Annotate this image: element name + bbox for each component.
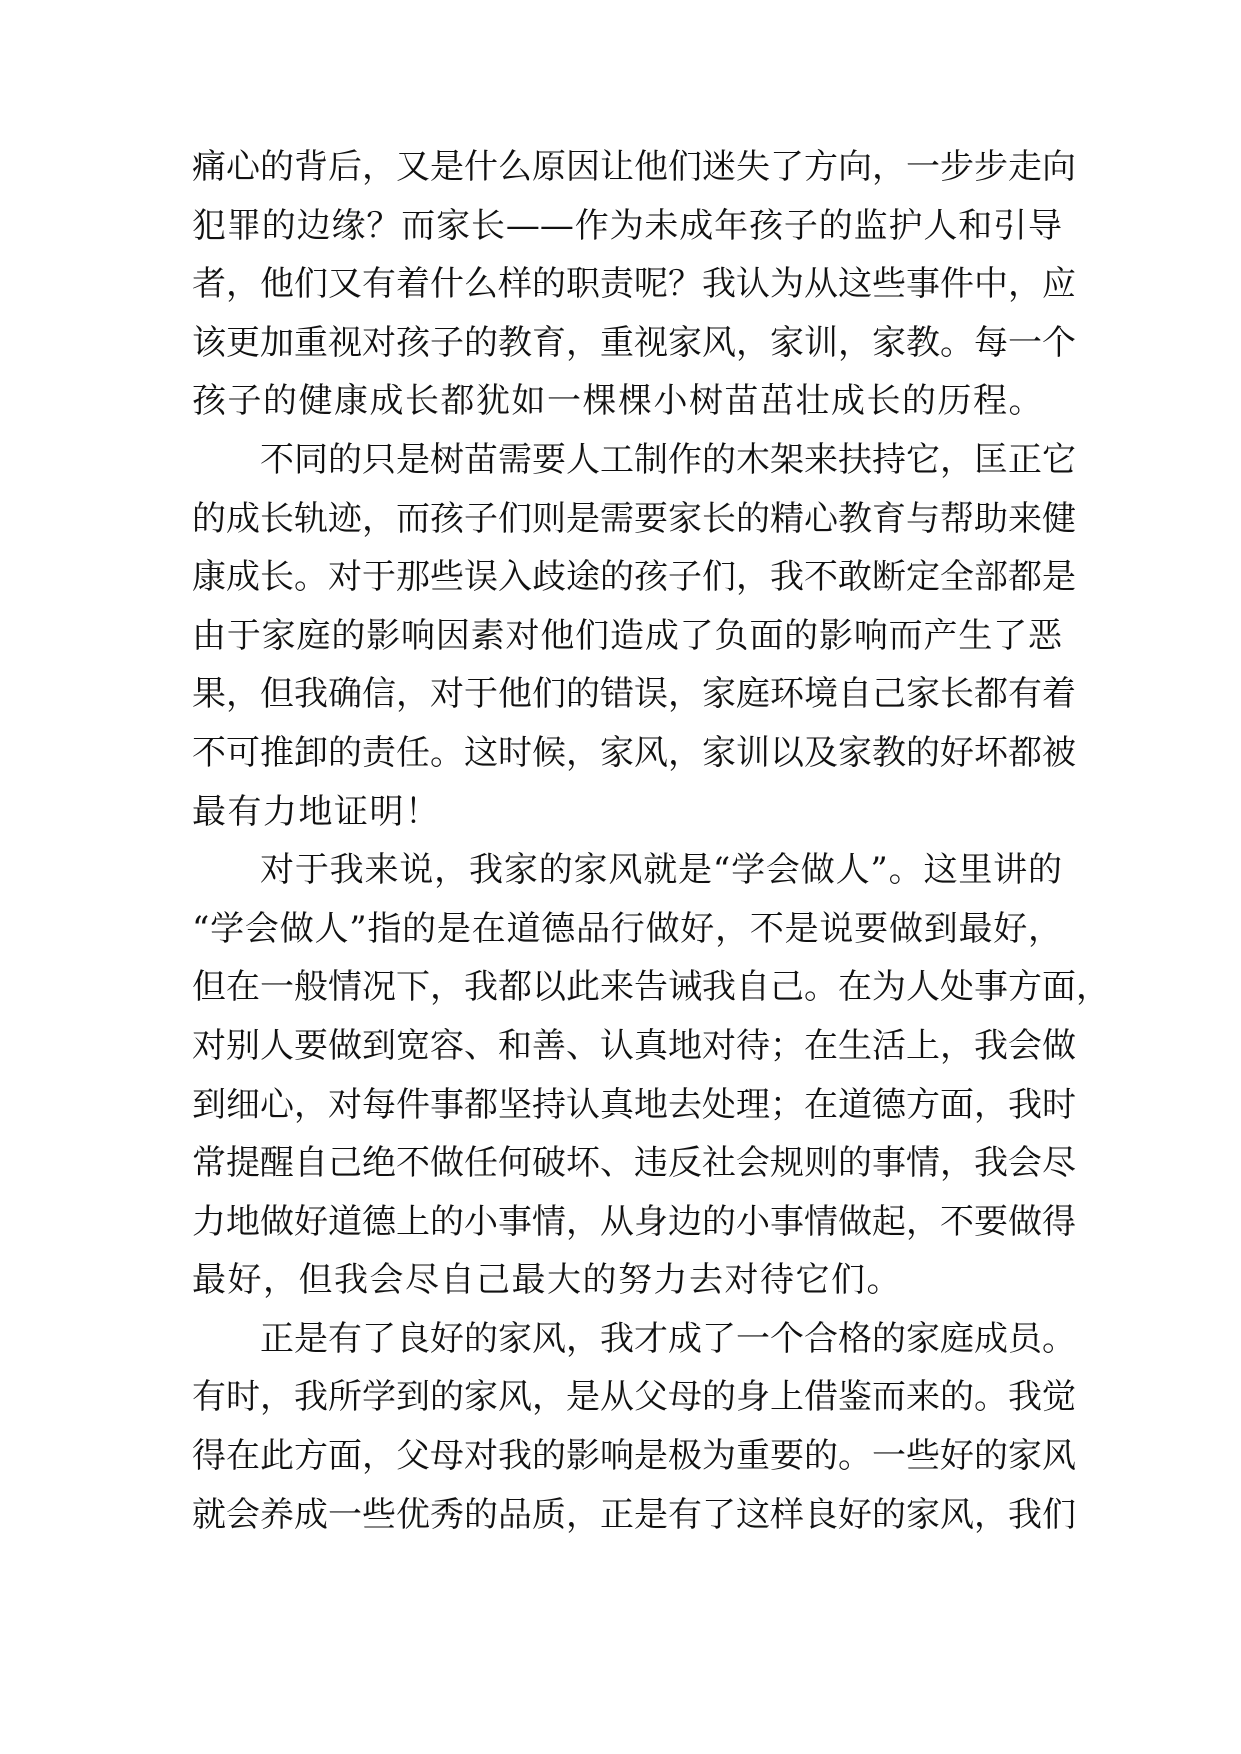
text-line: 就会养成一些优秀的品质，正是有了这样良好的家风，我们 [192,1494,1076,1535]
text-line: 最有力地证明！ [192,791,441,832]
text-line: 但在一般情况下，我都以此来告诫我自己。在为人处事方面， [192,967,1110,1008]
text-line: 孩子的健康成长都犹如一棵棵小树苗茁壮成长的历程。 [192,381,1044,422]
text-line: 到细心，对每件事都坚持认真地去处理；在道德方面，我时 [192,1084,1076,1125]
text-line: 者，他们又有着什么样的职责呢？我认为从这些事件中，应 [192,264,1076,305]
text-line: 的成长轨迹，而孩子们则是需要家长的精心教育与帮助来健 [192,498,1076,539]
text-line: “学会做人”指的是在道德品行做好，不是说要做到最好， [192,908,1062,949]
paragraph-first-line: 对于我来说，我家的家风就是“学会做人”。这里讲的 [260,850,1062,891]
text-line: 康成长。对于那些误入歧途的孩子们，我不敢断定全部都是 [192,557,1076,598]
paragraph-first-line: 不同的只是树苗需要人工制作的木架来扶持它，匡正它 [260,439,1076,480]
text-line: 痛心的背后，又是什么原因让他们迷失了方向，一步步走向 [192,147,1076,187]
text-line: 犯罪的边缘？而家长——作为未成年孩子的监护人和引导 [192,205,1062,246]
text-line: 有时，我所学到的家风，是从父母的身上借鉴而来的。我觉 [192,1377,1076,1418]
text-line: 得在此方面，父母对我的影响是极为重要的。一些好的家风 [192,1436,1076,1477]
text-line: 对别人要做到宽容、和善、认真地对待；在生活上，我会做 [192,1025,1076,1066]
text-line: 由于家庭的影响因素对他们造成了负面的影响而产生了恶 [192,615,1062,656]
text-line: 力地做好道德上的小事情，从身边的小事情做起，不要做得 [192,1201,1076,1242]
text-line: 不可推卸的责任。这时候，家风，家训以及家教的好坏都被 [192,732,1076,773]
paragraph-first-line: 正是有了良好的家风，我才成了一个合格的家庭成员。 [260,1318,1076,1359]
text-line: 最好，但我会尽自己最大的努力去对待它们。 [192,1260,902,1301]
text-line: 常提醒自己绝不做任何破坏、违反社会规则的事情，我会尽 [192,1143,1076,1184]
text-line: 果，但我确信，对于他们的错误，家庭环境自己家长都有着 [192,674,1076,715]
text-line: 该更加重视对孩子的教育，重视家风，家训，家教。每一个 [192,322,1076,363]
body-text [192,138,1110,1544]
